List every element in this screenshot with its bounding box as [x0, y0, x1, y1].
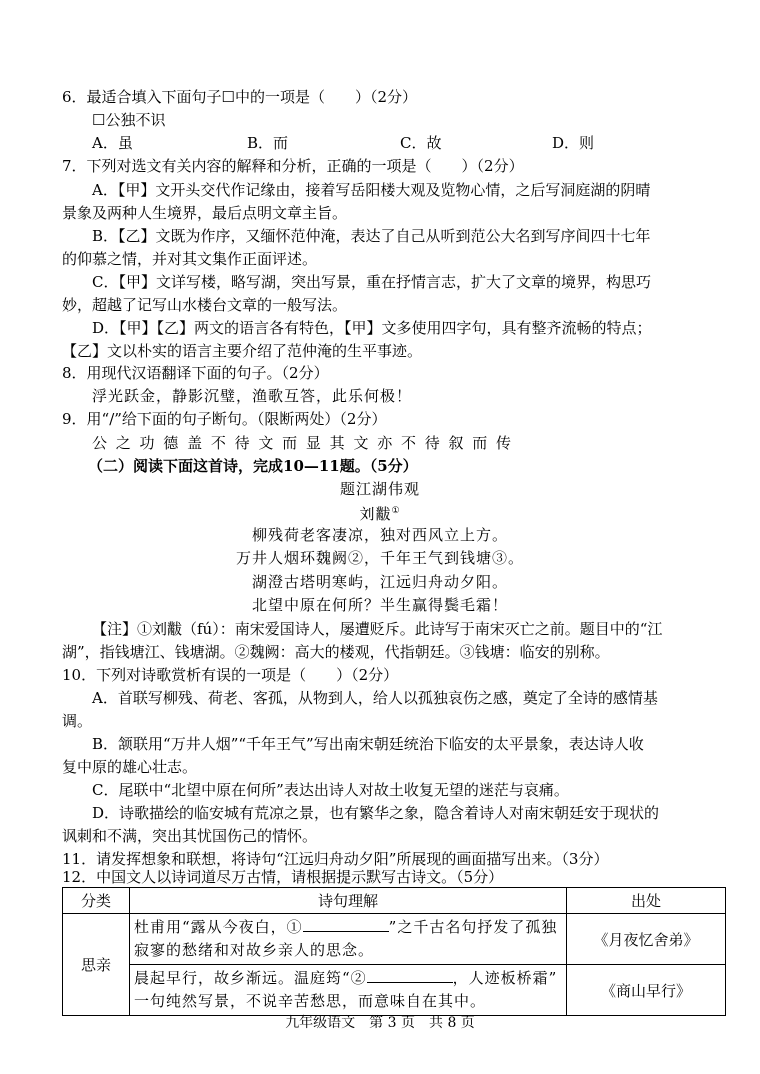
row1-text-a: 杜甫用“露从今夜白，① [134, 918, 303, 936]
q6-option-c: C．故 [400, 134, 442, 152]
q6-option-a: A．虽 [92, 134, 133, 152]
q7-line: C．【甲】文详写楼，略写湖，突出写景，重在抒情言志，扩大了文章的境界，构思巧 [92, 273, 651, 291]
q10-line: D．诗歌描绘的临安城有荒凉之景，也有繁华之象，隐含着诗人对南宋朝廷安于现状的 [92, 804, 660, 822]
poem-title: 题江湖伟观 [339, 480, 420, 498]
poem-line: 湖澄古塔明寒屿，江远归舟动夕阳。 [251, 573, 508, 591]
q6-option-b: B．而 [247, 134, 289, 152]
section-heading: （二）阅读下面这首诗，完成10—11题。（5分） [88, 457, 418, 475]
poem-line: 北望中原在何所？半生赢得鬓毛霜！ [251, 596, 508, 614]
answer-blank-2[interactable] [367, 982, 453, 983]
poem-author-note-mark: ① [391, 506, 401, 516]
q10-line: 讽刺和不满，突出其忧国伤己的情怀。 [62, 827, 318, 845]
q6-stem: 6．最适合填入下面句子☐中的一项是（ ）（2分） [62, 88, 418, 106]
row2-text-line2: 一句纯然写景，不说辛苦愁思，而意味自在其中。 [134, 992, 487, 1010]
row1-text-b: ”之千古名句抒发了孤独 [388, 918, 558, 936]
q8-stem: 8．用现代汉语翻译下面的句子。（2分） [62, 364, 329, 382]
table-row [63, 914, 726, 965]
table-understanding-cell [130, 914, 567, 965]
poem-note-line: 【注】①刘黻（fú）：南宋爱国诗人，屡遭贬斥。此诗写于南宋灭亡之前。题目中的“江 [92, 620, 663, 638]
table-header-understanding: 诗句理解 [130, 888, 567, 914]
table-header-source: 出处 [567, 888, 726, 914]
table-header-row [63, 888, 726, 914]
q10-line: C．尾联中“北望中原在何所”表达出诗人对故土收复无望的迷茫与哀痛。 [92, 781, 569, 799]
q10-line: A．首联写柳残、荷老、客孤，从物到人，给人以孤独哀伤之感，奠定了全诗的感情基 [92, 689, 658, 707]
q7-line: 妙，超越了记写山水楼台文章的一般写法。 [62, 296, 348, 314]
table-source-cell: 《商山早行》 [567, 965, 726, 1016]
poem-note-line: 湖”，指钱塘江、钱塘湖。②魏阙：高大的楼观，代指朝廷。③钱塘：临安的别称。 [62, 643, 610, 661]
q7-line: 景象及两种人生境界，最后点明文章主旨。 [62, 204, 348, 222]
q9-stem: 9．用“/”给下面的句子断句。（限断两处）（2分） [62, 410, 387, 428]
row2-text-b: ，人迹板桥霜” [452, 969, 558, 987]
q11-stem: 11．请发挥想象和联想，将诗句“江远归舟动夕阳”所展现的画面描写出来。（3分） [62, 850, 609, 868]
q10-line: B．颔联用“万井人烟”“千年王气”写出南宋朝廷统治下临安的太平景象，表达诗人收 [92, 735, 644, 753]
poem-line: 柳残荷老客凄凉，独对西风立上方。 [251, 526, 508, 544]
q7-line: 的仰慕之情，并对其文集作正面评述。 [62, 250, 318, 268]
q12-stem: 12．中国文人以诗词道尽万古情，请根据提示默写古诗文。（5分） [62, 868, 504, 886]
table-category-cell: 思亲 [63, 914, 130, 1016]
q10-line: 调。 [62, 712, 93, 730]
poem-author [0, 500, 760, 525]
poem-author-name: 刘黻 [359, 505, 392, 523]
table-row [63, 965, 726, 1016]
q7-line: A．【甲】文开头交代作记缘由，接着写岳阳楼大观及览物心情，之后写洞庭湖的阴晴 [92, 181, 651, 199]
table-header-category: 分类 [63, 888, 130, 914]
q8-sentence: 浮光跃金，静影沉璧，渔歌互答，此乐何极！ [92, 387, 413, 405]
q6-option-d: D．则 [552, 134, 595, 152]
q9-sentence: 公 之 功 德 盖 不 待 文 而 显 其 文 亦 不 待 叙 而 传 [92, 434, 514, 452]
poem-line: 万井人烟环魏阙②，千年王气到钱塘③。 [235, 549, 524, 567]
table-understanding-cell [130, 965, 567, 1016]
q7-stem: 7．下列对选文有关内容的解释和分析，正确的一项是（ ）（2分） [62, 157, 524, 175]
q10-stem: 10．下列对诗歌赏析有误的一项是（ ）（2分） [62, 666, 399, 684]
row1-text-line2: 寂寥的愁绪和对故乡亲人的思念。 [134, 941, 375, 959]
q6-sentence: ☐公独不识 [92, 111, 166, 129]
q10-line: 复中原的雄心壮志。 [62, 758, 198, 776]
q7-line: D．【甲】【乙】两文的语言各有特色，【甲】文多使用四字句，具有整齐流畅的特点； [92, 319, 652, 337]
q12-table [62, 887, 726, 1016]
q7-line: B．【乙】文既为作序，又缅怀范仲淹，表达了自己从听到范公大名到写序间四十七年 [92, 227, 651, 245]
page-footer: 九年级语文 第 3 页 共 8 页 [285, 1015, 475, 1031]
table-source-cell: 《月夜忆舍弟》 [567, 914, 726, 965]
row2-text-a: 晨起早行，故乡渐远。温庭筠“② [134, 969, 367, 987]
answer-blank-1[interactable] [303, 931, 389, 932]
q7-line: 【乙】文以朴实的语言主要介绍了范仲淹的生平事迹。 [62, 342, 423, 360]
